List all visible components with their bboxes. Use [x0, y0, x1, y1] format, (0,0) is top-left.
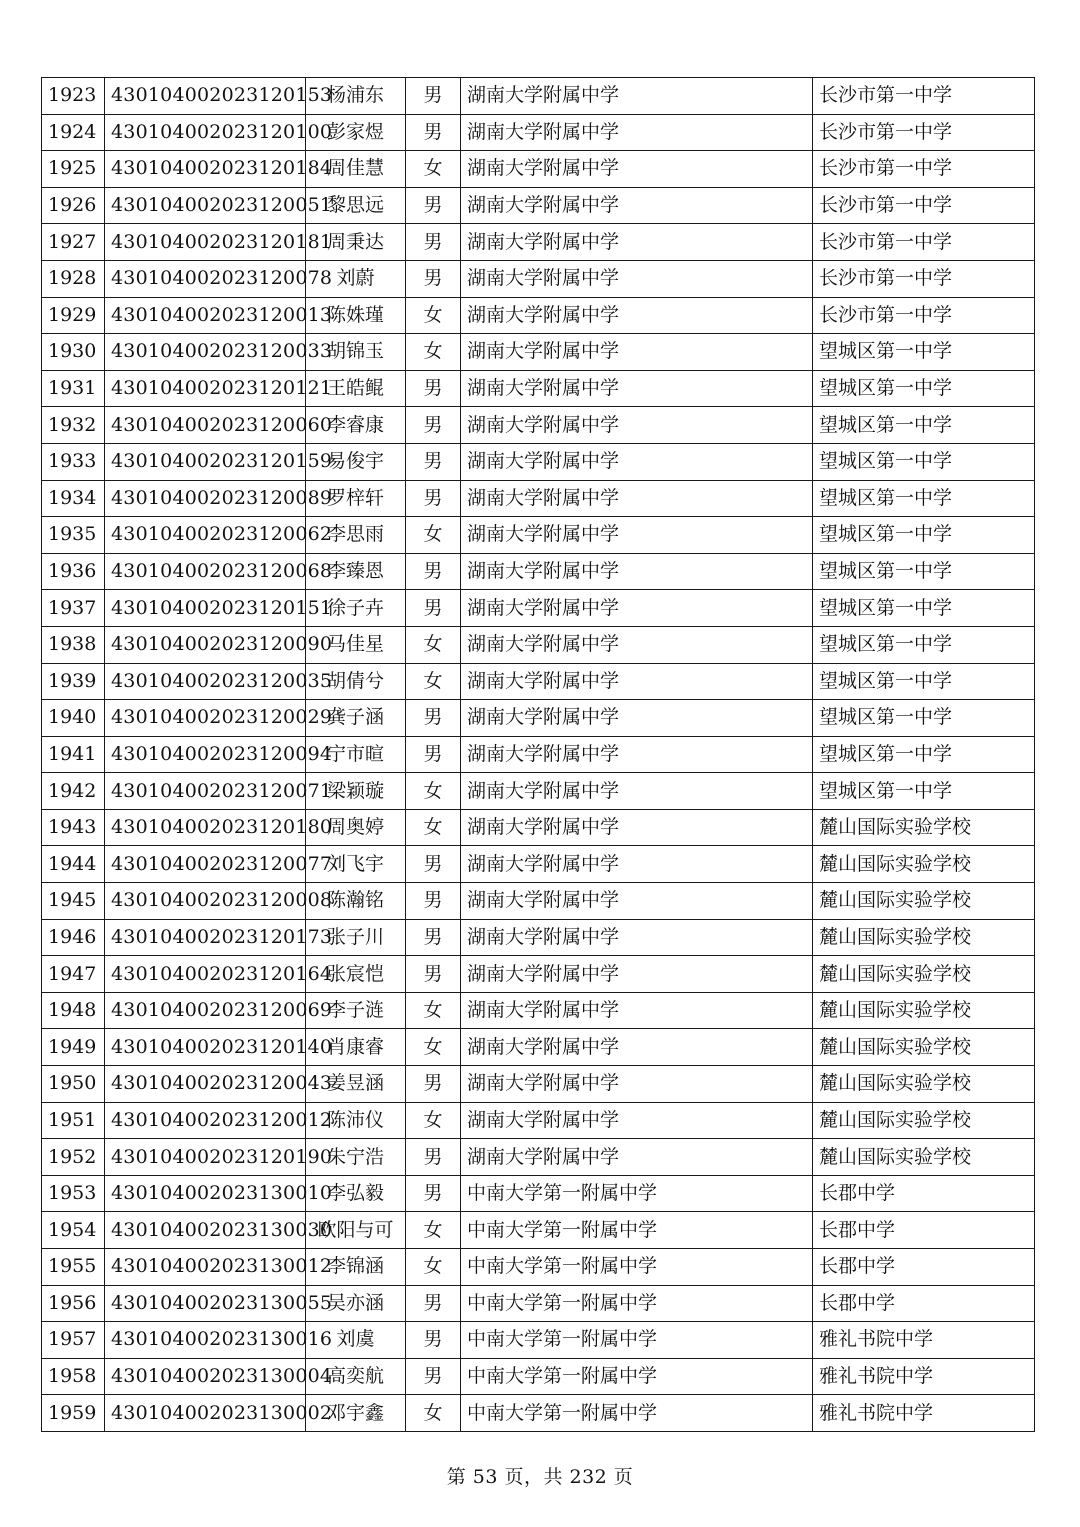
- current-school: 湖南大学附属中学: [461, 370, 813, 407]
- student-name: 朱宁浩: [306, 1139, 406, 1176]
- admitted-school: 长沙市第一中学: [813, 78, 1035, 115]
- student-roster-table: [41, 77, 1035, 1432]
- current-school: 湖南大学附属中学: [461, 992, 813, 1029]
- admitted-school: 望城区第一中学: [813, 407, 1035, 444]
- row-number: 1956: [42, 1285, 105, 1322]
- row-number: 1959: [42, 1395, 105, 1432]
- table-row: [42, 1066, 1035, 1103]
- student-name: 易俊宇: [306, 443, 406, 480]
- row-number: 1931: [42, 370, 105, 407]
- registration-id: 430104002023130016: [105, 1322, 306, 1359]
- table-row: [42, 1102, 1035, 1139]
- row-number: 1935: [42, 517, 105, 554]
- student-gender: 女: [406, 151, 461, 188]
- row-number: 1955: [42, 1249, 105, 1286]
- student-gender: 女: [406, 1249, 461, 1286]
- table-row: [42, 260, 1035, 297]
- registration-id: 430104002023120151: [105, 590, 306, 627]
- current-school: 中南大学第一附属中学: [461, 1249, 813, 1286]
- student-gender: 男: [406, 114, 461, 151]
- admitted-school: 长沙市第一中学: [813, 224, 1035, 261]
- current-school: 湖南大学附属中学: [461, 78, 813, 115]
- table-row: [42, 626, 1035, 663]
- student-name: 胡锦玉: [306, 334, 406, 371]
- current-school: 湖南大学附属中学: [461, 443, 813, 480]
- table-row: [42, 736, 1035, 773]
- row-number: 1950: [42, 1066, 105, 1103]
- table-row: [42, 809, 1035, 846]
- admitted-school: 麓山国际实验学校: [813, 883, 1035, 920]
- current-school: 湖南大学附属中学: [461, 334, 813, 371]
- table-row: [42, 114, 1035, 151]
- table-row: [42, 846, 1035, 883]
- registration-id: 430104002023130002: [105, 1395, 306, 1432]
- student-gender: 女: [406, 517, 461, 554]
- current-school: 湖南大学附属中学: [461, 809, 813, 846]
- current-school: 湖南大学附属中学: [461, 883, 813, 920]
- student-name: 李睿康: [306, 407, 406, 444]
- student-gender: 男: [406, 1066, 461, 1103]
- row-number: 1939: [42, 663, 105, 700]
- registration-id: 430104002023120060: [105, 407, 306, 444]
- student-gender: 女: [406, 1102, 461, 1139]
- table-row: [42, 407, 1035, 444]
- registration-id: 430104002023120077: [105, 846, 306, 883]
- table-row: [42, 919, 1035, 956]
- current-school: 湖南大学附属中学: [461, 407, 813, 444]
- row-number: 1923: [42, 78, 105, 115]
- admitted-school: 望城区第一中学: [813, 663, 1035, 700]
- admitted-school: 长沙市第一中学: [813, 114, 1035, 151]
- student-gender: 男: [406, 443, 461, 480]
- student-gender: 男: [406, 590, 461, 627]
- admitted-school: 望城区第一中学: [813, 553, 1035, 590]
- student-gender: 女: [406, 334, 461, 371]
- student-gender: 男: [406, 370, 461, 407]
- admitted-school: 长沙市第一中学: [813, 187, 1035, 224]
- current-school: 湖南大学附属中学: [461, 700, 813, 737]
- row-number: 1947: [42, 956, 105, 993]
- registration-id: 430104002023120089: [105, 480, 306, 517]
- registration-id: 430104002023120008: [105, 883, 306, 920]
- registration-id: 430104002023120029: [105, 700, 306, 737]
- student-name: 吴亦涵: [306, 1285, 406, 1322]
- registration-id: 430104002023120180: [105, 809, 306, 846]
- admitted-school: 雅礼书院中学: [813, 1358, 1035, 1395]
- registration-id: 430104002023120153: [105, 78, 306, 115]
- student-name: 高奕航: [306, 1358, 406, 1395]
- table-row: [42, 1212, 1035, 1249]
- current-school: 湖南大学附属中学: [461, 956, 813, 993]
- table-row: [42, 297, 1035, 334]
- student-name: 马佳星: [306, 626, 406, 663]
- student-name: 张宸恺: [306, 956, 406, 993]
- row-number: 1954: [42, 1212, 105, 1249]
- registration-id: 430104002023120184: [105, 151, 306, 188]
- registration-id: 430104002023120094: [105, 736, 306, 773]
- registration-id: 430104002023120140: [105, 1029, 306, 1066]
- registration-id: 430104002023120013: [105, 297, 306, 334]
- row-number: 1928: [42, 260, 105, 297]
- student-gender: 男: [406, 407, 461, 444]
- table-row: [42, 1322, 1035, 1359]
- student-gender: 男: [406, 736, 461, 773]
- student-name: 杨浦东: [306, 78, 406, 115]
- student-name: 罗梓轩: [306, 480, 406, 517]
- admitted-school: 长沙市第一中学: [813, 297, 1035, 334]
- student-name: 黎思远: [306, 187, 406, 224]
- student-gender: 男: [406, 553, 461, 590]
- student-name: 姜昱涵: [306, 1066, 406, 1103]
- table-row: [42, 1139, 1035, 1176]
- student-name: 刘虞: [306, 1322, 406, 1359]
- row-number: 1945: [42, 883, 105, 920]
- current-school: 湖南大学附属中学: [461, 553, 813, 590]
- admitted-school: 长沙市第一中学: [813, 260, 1035, 297]
- current-school: 中南大学第一附属中学: [461, 1175, 813, 1212]
- registration-id: 430104002023130012: [105, 1249, 306, 1286]
- admitted-school: 望城区第一中学: [813, 590, 1035, 627]
- row-number: 1925: [42, 151, 105, 188]
- table-row: [42, 553, 1035, 590]
- student-gender: 女: [406, 809, 461, 846]
- student-gender: 女: [406, 773, 461, 810]
- admitted-school: 麓山国际实验学校: [813, 1029, 1035, 1066]
- registration-id: 430104002023130030: [105, 1212, 306, 1249]
- row-number: 1944: [42, 846, 105, 883]
- registration-id: 430104002023130010: [105, 1175, 306, 1212]
- student-name: 肖康睿: [306, 1029, 406, 1066]
- table-row: [42, 1395, 1035, 1432]
- row-number: 1949: [42, 1029, 105, 1066]
- row-number: 1941: [42, 736, 105, 773]
- current-school: 湖南大学附属中学: [461, 517, 813, 554]
- student-name: 陈瀚铭: [306, 883, 406, 920]
- table-row: [42, 700, 1035, 737]
- student-name: 宁市暄: [306, 736, 406, 773]
- student-name: 周秉达: [306, 224, 406, 261]
- student-gender: 男: [406, 78, 461, 115]
- row-number: 1953: [42, 1175, 105, 1212]
- student-gender: 男: [406, 1358, 461, 1395]
- student-gender: 女: [406, 1395, 461, 1432]
- student-name: 周佳慧: [306, 151, 406, 188]
- registration-id: 430104002023120068: [105, 553, 306, 590]
- registration-id: 430104002023130004: [105, 1358, 306, 1395]
- row-number: 1930: [42, 334, 105, 371]
- registration-id: 430104002023120043: [105, 1066, 306, 1103]
- admitted-school: 麓山国际实验学校: [813, 992, 1035, 1029]
- row-number: 1937: [42, 590, 105, 627]
- student-name: 欧阳与可: [306, 1212, 406, 1249]
- current-school: 中南大学第一附属中学: [461, 1358, 813, 1395]
- student-name: 李弘毅: [306, 1175, 406, 1212]
- admitted-school: 长郡中学: [813, 1175, 1035, 1212]
- current-school: 湖南大学附属中学: [461, 260, 813, 297]
- student-gender: 男: [406, 187, 461, 224]
- current-school: 湖南大学附属中学: [461, 114, 813, 151]
- table-row: [42, 224, 1035, 261]
- student-name: 徐子卉: [306, 590, 406, 627]
- table-row: [42, 334, 1035, 371]
- admitted-school: 长沙市第一中学: [813, 151, 1035, 188]
- table-row: [42, 187, 1035, 224]
- current-school: 湖南大学附属中学: [461, 480, 813, 517]
- current-school: 中南大学第一附属中学: [461, 1285, 813, 1322]
- student-name: 张子川: [306, 919, 406, 956]
- student-gender: 女: [406, 1212, 461, 1249]
- current-school: 湖南大学附属中学: [461, 224, 813, 261]
- student-gender: 男: [406, 260, 461, 297]
- table-row: [42, 883, 1035, 920]
- current-school: 中南大学第一附属中学: [461, 1395, 813, 1432]
- registration-id: 430104002023120071: [105, 773, 306, 810]
- registration-id: 430104002023120069: [105, 992, 306, 1029]
- current-school: 中南大学第一附属中学: [461, 1322, 813, 1359]
- student-gender: 男: [406, 956, 461, 993]
- current-school: 湖南大学附属中学: [461, 846, 813, 883]
- admitted-school: 长郡中学: [813, 1285, 1035, 1322]
- student-gender: 女: [406, 992, 461, 1029]
- table-row: [42, 1175, 1035, 1212]
- student-name: 彭家煜: [306, 114, 406, 151]
- row-number: 1926: [42, 187, 105, 224]
- registration-id: 430104002023120090: [105, 626, 306, 663]
- table-row: [42, 370, 1035, 407]
- admitted-school: 望城区第一中学: [813, 773, 1035, 810]
- row-number: 1951: [42, 1102, 105, 1139]
- admitted-school: 麓山国际实验学校: [813, 956, 1035, 993]
- row-number: 1934: [42, 480, 105, 517]
- student-name: 刘飞宇: [306, 846, 406, 883]
- student-gender: 男: [406, 919, 461, 956]
- current-school: 湖南大学附属中学: [461, 151, 813, 188]
- student-gender: 女: [406, 663, 461, 700]
- current-school: 湖南大学附属中学: [461, 736, 813, 773]
- student-name: 李臻恩: [306, 553, 406, 590]
- row-number: 1927: [42, 224, 105, 261]
- registration-id: 430104002023120051: [105, 187, 306, 224]
- admitted-school: 雅礼书院中学: [813, 1322, 1035, 1359]
- current-school: 湖南大学附属中学: [461, 187, 813, 224]
- student-name: 陈姝瑾: [306, 297, 406, 334]
- table-row: [42, 517, 1035, 554]
- student-name: 周奥婷: [306, 809, 406, 846]
- student-gender: 男: [406, 1175, 461, 1212]
- registration-id: 430104002023120012: [105, 1102, 306, 1139]
- admitted-school: 麓山国际实验学校: [813, 1066, 1035, 1103]
- student-name: 李子涟: [306, 992, 406, 1029]
- student-name: 王皓鲲: [306, 370, 406, 407]
- admitted-school: 长郡中学: [813, 1249, 1035, 1286]
- admitted-school: 麓山国际实验学校: [813, 846, 1035, 883]
- table-row: [42, 78, 1035, 115]
- roster-body: [42, 78, 1035, 1432]
- student-gender: 男: [406, 1139, 461, 1176]
- table-row: [42, 1249, 1035, 1286]
- student-name: 李锦涵: [306, 1249, 406, 1286]
- admitted-school: 望城区第一中学: [813, 736, 1035, 773]
- admitted-school: 望城区第一中学: [813, 370, 1035, 407]
- student-gender: 男: [406, 700, 461, 737]
- student-gender: 男: [406, 1285, 461, 1322]
- current-school: 湖南大学附属中学: [461, 1029, 813, 1066]
- student-name: 胡倩兮: [306, 663, 406, 700]
- student-name: 刘蔚: [306, 260, 406, 297]
- registration-id: 430104002023120078: [105, 260, 306, 297]
- row-number: 1946: [42, 919, 105, 956]
- admitted-school: 麓山国际实验学校: [813, 1102, 1035, 1139]
- current-school: 中南大学第一附属中学: [461, 1212, 813, 1249]
- registration-id: 430104002023120173: [105, 919, 306, 956]
- row-number: 1933: [42, 443, 105, 480]
- admitted-school: 望城区第一中学: [813, 517, 1035, 554]
- registration-id: 430104002023120035: [105, 663, 306, 700]
- admitted-school: 望城区第一中学: [813, 700, 1035, 737]
- table-row: [42, 151, 1035, 188]
- current-school: 湖南大学附属中学: [461, 590, 813, 627]
- student-name: 李思雨: [306, 517, 406, 554]
- current-school: 湖南大学附属中学: [461, 663, 813, 700]
- table-row: [42, 1029, 1035, 1066]
- admitted-school: 望城区第一中学: [813, 443, 1035, 480]
- admitted-school: 麓山国际实验学校: [813, 1139, 1035, 1176]
- student-gender: 男: [406, 224, 461, 261]
- table-row: [42, 1358, 1035, 1395]
- current-school: 湖南大学附属中学: [461, 1066, 813, 1103]
- table-row: [42, 663, 1035, 700]
- admitted-school: 长郡中学: [813, 1212, 1035, 1249]
- student-gender: 女: [406, 1029, 461, 1066]
- current-school: 湖南大学附属中学: [461, 1102, 813, 1139]
- registration-id: 430104002023120181: [105, 224, 306, 261]
- registration-id: 430104002023120062: [105, 517, 306, 554]
- current-school: 湖南大学附属中学: [461, 626, 813, 663]
- student-gender: 男: [406, 1322, 461, 1359]
- table-row: [42, 480, 1035, 517]
- row-number: 1932: [42, 407, 105, 444]
- row-number: 1948: [42, 992, 105, 1029]
- admitted-school: 望城区第一中学: [813, 626, 1035, 663]
- student-gender: 男: [406, 883, 461, 920]
- admitted-school: 望城区第一中学: [813, 334, 1035, 371]
- table-row: [42, 956, 1035, 993]
- table-row: [42, 773, 1035, 810]
- current-school: 湖南大学附属中学: [461, 773, 813, 810]
- student-gender: 女: [406, 297, 461, 334]
- current-school: 湖南大学附属中学: [461, 1139, 813, 1176]
- student-name: 陈沛仪: [306, 1102, 406, 1139]
- registration-id: 430104002023120121: [105, 370, 306, 407]
- student-gender: 男: [406, 846, 461, 883]
- table-row: [42, 443, 1035, 480]
- admitted-school: 麓山国际实验学校: [813, 919, 1035, 956]
- row-number: 1940: [42, 700, 105, 737]
- row-number: 1938: [42, 626, 105, 663]
- row-number: 1952: [42, 1139, 105, 1176]
- row-number: 1936: [42, 553, 105, 590]
- student-gender: 男: [406, 480, 461, 517]
- table-row: [42, 590, 1035, 627]
- row-number: 1943: [42, 809, 105, 846]
- table-row: [42, 992, 1035, 1029]
- row-number: 1958: [42, 1358, 105, 1395]
- current-school: 湖南大学附属中学: [461, 297, 813, 334]
- student-name: 龚子涵: [306, 700, 406, 737]
- registration-id: 430104002023120164: [105, 956, 306, 993]
- admitted-school: 雅礼书院中学: [813, 1395, 1035, 1432]
- row-number: 1942: [42, 773, 105, 810]
- table-row: [42, 1285, 1035, 1322]
- row-number: 1924: [42, 114, 105, 151]
- registration-id: 430104002023120033: [105, 334, 306, 371]
- registration-id: 430104002023130055: [105, 1285, 306, 1322]
- admitted-school: 望城区第一中学: [813, 480, 1035, 517]
- student-name: 邓宇鑫: [306, 1395, 406, 1432]
- row-number: 1957: [42, 1322, 105, 1359]
- row-number: 1929: [42, 297, 105, 334]
- registration-id: 430104002023120159: [105, 443, 306, 480]
- admitted-school: 麓山国际实验学校: [813, 809, 1035, 846]
- student-name: 梁颖璇: [306, 773, 406, 810]
- student-gender: 女: [406, 626, 461, 663]
- registration-id: 430104002023120100: [105, 114, 306, 151]
- page-number-footer: 第 53 页，共 232 页: [446, 1466, 634, 1488]
- registration-id: 430104002023120190: [105, 1139, 306, 1176]
- current-school: 湖南大学附属中学: [461, 919, 813, 956]
